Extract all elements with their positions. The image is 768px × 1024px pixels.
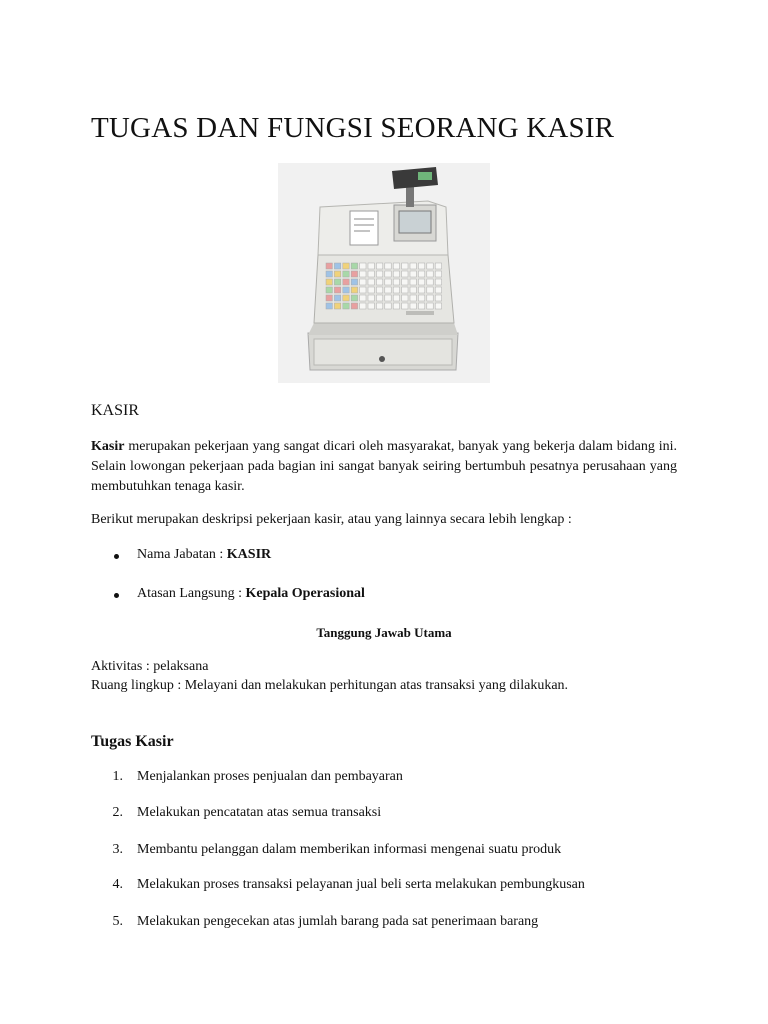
bullet-item [137, 547, 271, 563]
cash-register-image [278, 163, 490, 383]
intro-text: merupakan pekerjaan yang sangat dicari oleh masyarakat, banyak yang bekerja dalam bidang ini. Selain lowongan pekerjaan pada bagian ini sangat banyak seiring bertumbuh pesatnya perusahaan yang membutuhkan tenaga kasir. [91, 439, 677, 494]
list-number: 3. [112, 842, 123, 857]
bullet-item [137, 586, 365, 602]
list-number: 1. [112, 769, 123, 784]
lead-in-text: Berikut merupakan deskripsi pekerjaan kasir, atau yang lainnya secara lebih lengkap : [91, 512, 572, 527]
list-item: Melakukan pencatatan atas semua transaksi [137, 805, 382, 820]
bullet-dot [114, 593, 119, 598]
responsibility-heading: Tanggung Jawab Utama [316, 625, 452, 640]
bullet-value: KASIR [226, 547, 272, 562]
list-item: Melakukan proses transaksi pelayanan jual beli serta melakukan pembungkusan [137, 877, 585, 892]
intro-bold-term: Kasir [91, 439, 125, 454]
list-number: 2. [112, 805, 123, 820]
list-item: Melakukan pengecekan atas jumlah barang pada sat penerimaan barang [137, 914, 539, 929]
list-item: Membantu pelanggan dalam memberikan informasi mengenai suatu produk [137, 842, 562, 857]
section-heading: KASIR [91, 402, 140, 419]
tugas-heading: Tugas Kasir [91, 733, 174, 750]
ruang-lingkup-text: Ruang lingkup : Melayani dan melakukan perhitungan atas transaksi yang dilakukan. [91, 678, 569, 693]
list-number: 4. [112, 877, 123, 892]
list-item: Menjalankan proses penjualan dan pembayaran [137, 769, 403, 784]
bullet-label: Nama Jabatan : [137, 547, 227, 562]
bullet-dot [114, 554, 119, 559]
aktivitas-text: Aktivitas : pelaksana [91, 659, 209, 674]
list-number: 5. [112, 914, 123, 929]
document-title: TUGAS DAN FUNGSI SEORANG KASIR [91, 112, 615, 144]
bullet-label: Atasan Langsung : [137, 586, 246, 601]
bullet-value: Kepala Operasional [245, 586, 365, 601]
intro-paragraph [91, 437, 677, 497]
